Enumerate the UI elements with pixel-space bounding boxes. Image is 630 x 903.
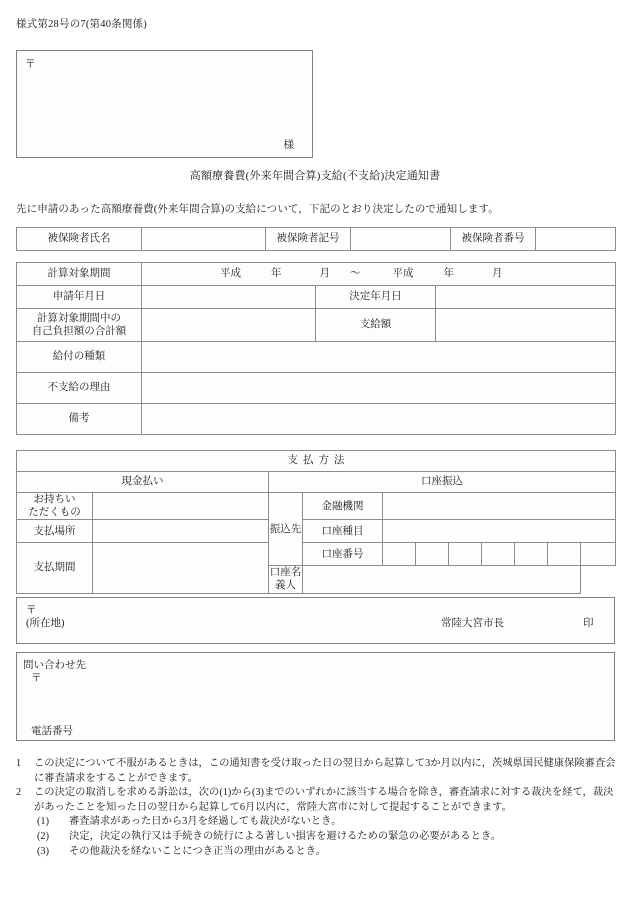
table-row	[17, 472, 616, 493]
note-number: 1	[16, 758, 22, 769]
account-type-label: 口座種目	[303, 520, 383, 543]
year-from: 年	[271, 268, 282, 280]
note-sub-item-1	[37, 815, 620, 830]
note-sub-text: 審査請求があった日から3月を経過しても裁決がないとき。	[69, 816, 342, 828]
month-from: 月	[319, 268, 330, 280]
bring-items-label	[17, 493, 93, 520]
contact-box	[16, 652, 615, 741]
decision-date-label: 決定年月日	[316, 286, 436, 309]
payment-amount-label: 支給額	[316, 309, 436, 342]
transfer-destination-label	[269, 493, 303, 566]
table-row	[17, 451, 616, 472]
table-row	[17, 263, 616, 286]
non-payment-reason-field[interactable]	[142, 373, 616, 404]
decision-table	[16, 262, 616, 435]
payment-method-title: 支払方法	[17, 451, 616, 472]
self-pay-total-field[interactable]	[142, 309, 316, 342]
notes-section	[16, 757, 620, 859]
insured-number-field[interactable]	[536, 228, 616, 251]
table-row	[17, 493, 616, 520]
account-number-digit[interactable]	[383, 543, 416, 566]
insured-symbol-field[interactable]	[351, 228, 451, 251]
benefit-type-field[interactable]	[142, 342, 616, 373]
table-row	[17, 309, 616, 342]
account-holder-field[interactable]	[303, 566, 581, 593]
issuer-location-label: (所在地)	[26, 618, 65, 629]
table-row	[17, 286, 616, 309]
postal-mark-icon: 〒	[31, 673, 42, 684]
account-number-digit[interactable]	[416, 543, 449, 566]
insured-person-table	[16, 227, 616, 251]
application-date-label: 申請年月日	[17, 286, 142, 309]
self-pay-total-label-line1: 計算対象期間中の	[37, 312, 121, 324]
note-sub-number: (2)	[37, 831, 50, 843]
payment-place-field[interactable]	[93, 520, 269, 543]
note-sub-list	[16, 815, 620, 859]
transfer-destination-text: 振込先	[269, 523, 302, 535]
payment-period-field[interactable]	[93, 543, 269, 593]
remarks-label: 備考	[17, 404, 142, 435]
note-sub-number: (1)	[37, 816, 50, 828]
seal-placeholder: 印	[583, 618, 594, 629]
account-number-digit[interactable]	[548, 543, 581, 566]
account-type-field[interactable]	[383, 520, 616, 543]
note-item-2	[16, 786, 620, 815]
note-number: 2	[16, 787, 22, 799]
bank-name-label: 金融機関	[303, 493, 383, 520]
benefit-type-label: 給付の種類	[17, 342, 142, 373]
calc-period-label: 計算対象期間	[17, 263, 142, 286]
account-number-digit[interactable]	[449, 543, 482, 566]
era-from: 平成	[220, 268, 241, 280]
cash-payment-header: 現金払い	[17, 472, 269, 493]
form-number: 様式第28号の7(第40条関係)	[16, 19, 147, 30]
contact-label: 問い合わせ先	[23, 660, 86, 671]
note-text: この決定の取消しを求める訴訟は，次の(1)から(3)までのいずれかに該当する場合を除き，審査請求に対する裁決を経て，裁決があったことを知った日の翌日から起算して6月以内に，常陸大宮市に対して提起することができます。	[34, 787, 614, 813]
application-date-field[interactable]	[142, 286, 316, 309]
postal-mark-icon: 〒	[25, 59, 36, 70]
table-row	[17, 404, 616, 435]
table-row	[17, 342, 616, 373]
postal-mark-icon: 〒	[26, 605, 37, 616]
bring-items-field[interactable]	[93, 493, 269, 520]
page-title: 高額療養費(外来年間合算)支給(不支給)決定通知書	[189, 170, 441, 182]
payment-place-label: 支払場所	[17, 520, 93, 543]
note-item-1	[16, 757, 620, 786]
decision-date-field[interactable]	[436, 286, 616, 309]
note-sub-item-2	[37, 830, 620, 845]
insured-name-label: 被保険者氏名	[17, 228, 142, 251]
table-row	[17, 373, 616, 404]
account-number-digit[interactable]	[515, 543, 548, 566]
table-row	[17, 520, 616, 543]
month-to: 月	[492, 268, 503, 280]
account-number-digit[interactable]	[482, 543, 515, 566]
note-sub-item-3	[37, 845, 620, 860]
year-to: 年	[443, 268, 454, 280]
bring-items-label-line1: お持ちい	[33, 494, 76, 505]
table-row	[17, 228, 616, 251]
payment-amount-field[interactable]	[436, 309, 616, 342]
payment-period-label: 支払期間	[17, 543, 93, 593]
era-to: 平成	[392, 268, 414, 280]
calc-period-field[interactable]	[142, 263, 616, 286]
note-sub-text: その他裁決を経ないことにつき正当の理由があるとき。	[69, 845, 326, 857]
bring-items-label-line2: ただくもの	[28, 507, 81, 519]
note-text: この決定について不服があるときは，この通知書を受け取った日の翌日から起算して3か月以内に，茨城県国民健康保険審査会に審査請求をすることができます。	[34, 758, 616, 784]
self-pay-total-label-line2: 自己負担額の合計額	[31, 326, 127, 337]
insured-symbol-label: 被保険者記号	[266, 228, 351, 251]
contact-tel-label: 電話番号	[31, 726, 73, 737]
account-number-label: 口座番号	[303, 543, 383, 566]
addressee-box[interactable]	[16, 50, 313, 158]
issuer-mayor-title: 常陸大宮市長	[441, 618, 504, 629]
addressee-honorific: 様	[283, 140, 294, 151]
account-number-digit[interactable]	[581, 543, 616, 566]
bank-transfer-header: 口座振込	[269, 472, 616, 493]
self-pay-total-label	[17, 309, 142, 342]
issuer-box	[16, 597, 615, 644]
note-sub-number: (3)	[37, 845, 50, 857]
insured-number-label: 被保険者番号	[451, 228, 536, 251]
payment-method-table	[16, 450, 616, 594]
note-sub-text: 決定，決定の執行又は手続きの続行による著しい損害を避けるための緊急の必要があるとき。	[69, 831, 502, 843]
non-payment-reason-label: 不支給の理由	[17, 373, 142, 404]
period-tilde: 〜	[350, 268, 361, 280]
insured-name-field[interactable]	[142, 228, 266, 251]
table-row	[17, 543, 616, 566]
bank-name-field[interactable]	[383, 493, 616, 520]
remarks-field[interactable]	[142, 404, 616, 435]
account-holder-label: 口座名義人	[269, 567, 302, 592]
intro-sentence: 先に申請のあった高額療養費(外来年間合算)の支給について，下記のとおり決定したので通知します。	[16, 204, 499, 215]
